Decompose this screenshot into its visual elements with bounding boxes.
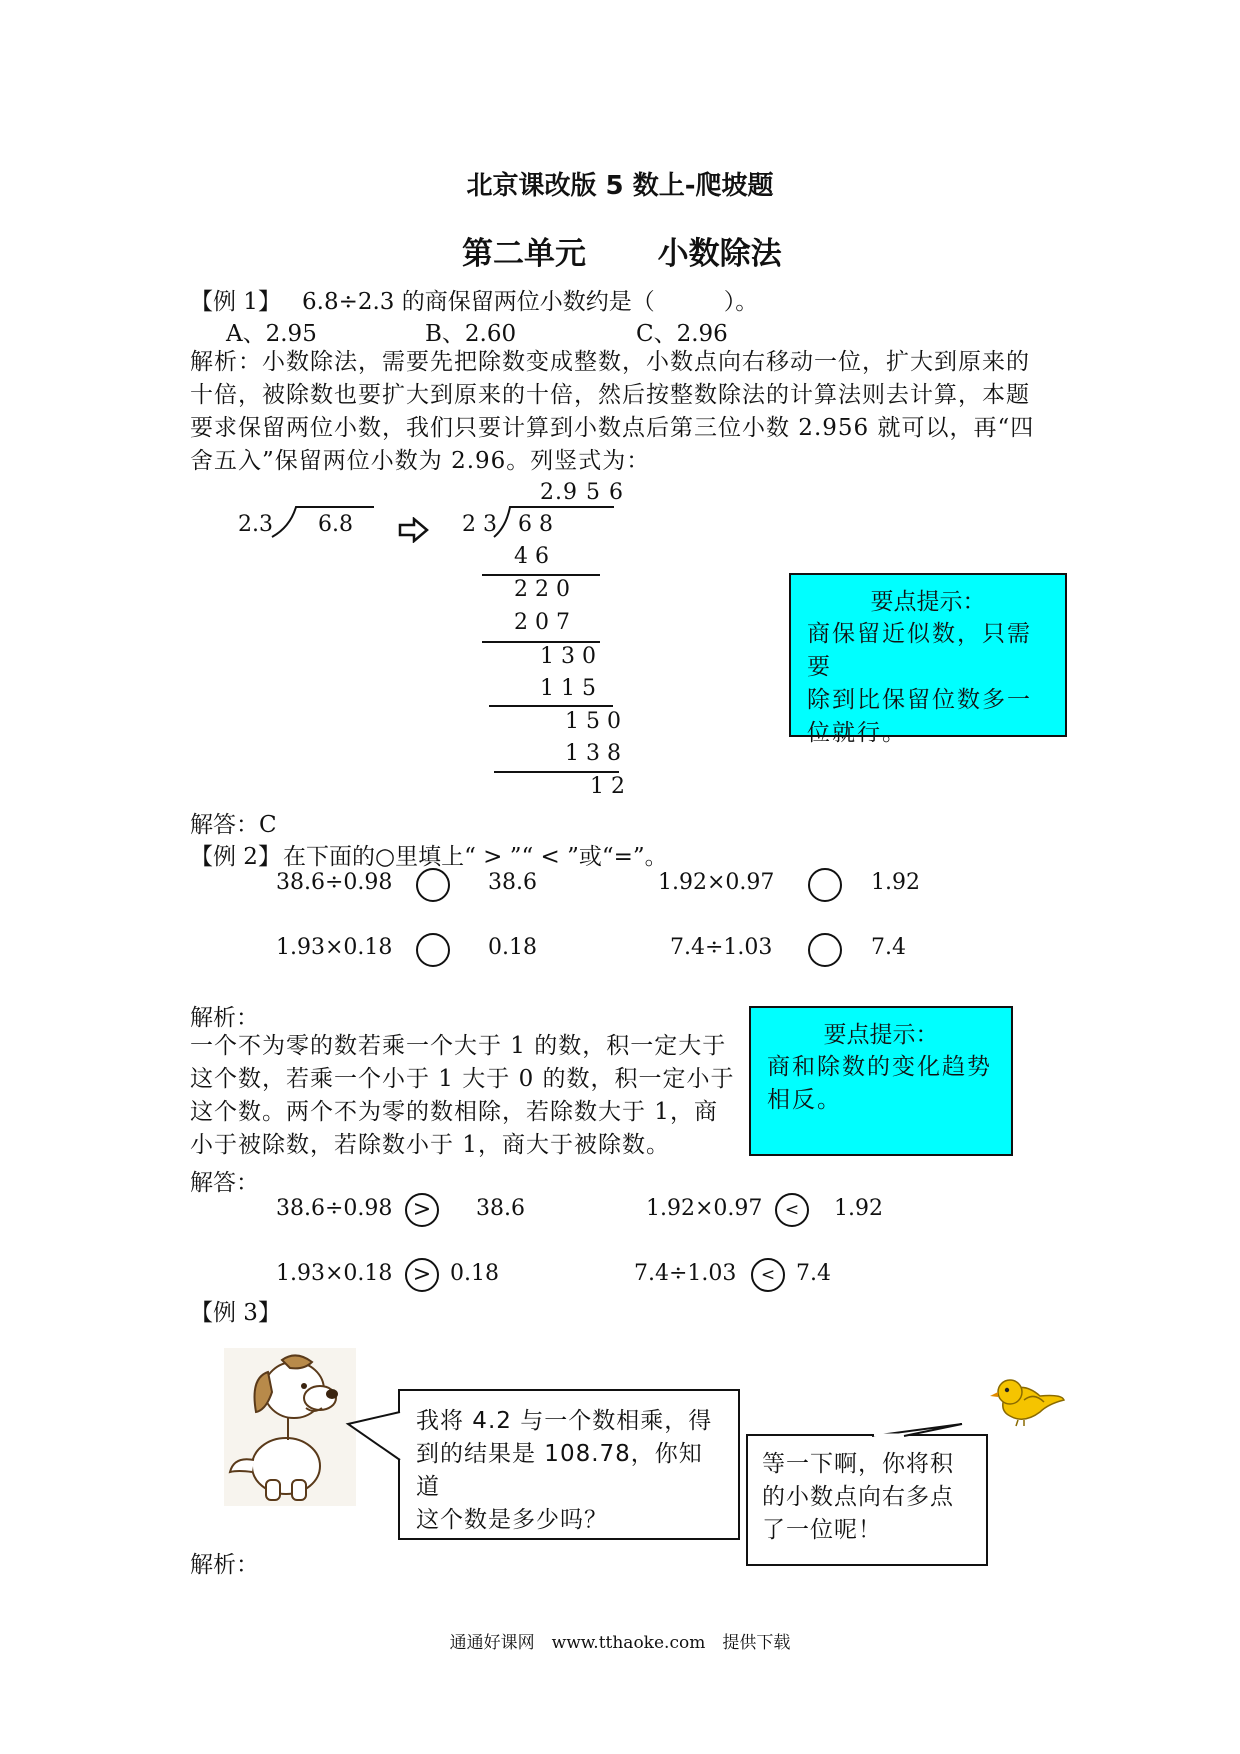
greater-than-symbol: > [412, 1197, 432, 1222]
example-3-analysis-label: 解析： [190, 1552, 259, 1578]
division-remainder: 1 2 [590, 774, 625, 799]
comparison-left-expr: 1.93×0.18 [276, 935, 393, 960]
tip-title: 要点提示： [870, 589, 986, 615]
division-step: 1 5 0 [565, 709, 621, 734]
tip-box [789, 573, 1067, 746]
example-1-question: 6.8÷2.3 的商保留两位小数约是（ ）。 [302, 289, 759, 315]
answer-left-rhs: 0.18 [450, 1261, 499, 1286]
tip-line: 商保留近似数，只需要 [807, 621, 1032, 680]
analysis-line: 这个数。两个不为零的数相除，若除数大于 1，商 [190, 1099, 718, 1125]
bird-speech-tail [870, 1422, 966, 1438]
blank-circle [416, 933, 450, 967]
division-rule [482, 574, 600, 576]
example-2-label: 【例 2】 [190, 844, 281, 870]
speech-line: 到的结果是 108.78，你知道 [416, 1441, 703, 1500]
division-step: 1 1 5 [540, 676, 596, 701]
left-dividend: 6.8 [318, 512, 353, 537]
less-than-symbol: < [784, 1199, 800, 1220]
example-2-analysis [190, 1030, 735, 1162]
greater-than-symbol: > [412, 1262, 432, 1287]
example-2-answer-label: 解答： [190, 1170, 259, 1196]
analysis-line: 十倍，被除数也要扩大到原来的十倍，然后按整数除法的计算法则去计算，本题 [190, 382, 1030, 408]
answer-left-expr: 38.6÷0.98 [276, 1196, 393, 1221]
analysis-line: 小于被除数，若除数小于 1，商大于被除数。 [190, 1132, 670, 1158]
example-3-label: 【例 3】 [190, 1300, 281, 1326]
speech-line: 我将 4.2 与一个数相乘，得 [416, 1408, 713, 1434]
example-2-analysis-label: 解析： [190, 1005, 259, 1031]
comparison-right-expr: 1.92×0.97 [658, 870, 775, 895]
answer-right-expr: 7.4÷1.03 [634, 1261, 737, 1286]
option-c: C、2.96 [636, 321, 728, 347]
unit-number: 第二单元 [462, 236, 586, 272]
dog-illustration [224, 1348, 356, 1506]
division-rule [489, 705, 613, 707]
blank-circle [808, 933, 842, 967]
tip-title: 要点提示： [823, 1022, 939, 1048]
tip-line: 除到比保留位数多一 [807, 687, 1032, 713]
comparison-right-rhs: 1.92 [871, 870, 920, 895]
right-division-bracket [492, 503, 617, 539]
option-b: B、2.60 [425, 321, 517, 347]
quotient: 2.9 5 6 [540, 480, 624, 505]
right-divisor: 2 3 [462, 512, 497, 537]
tip-box [749, 1006, 1013, 1156]
blank-circle [416, 868, 450, 902]
division-step: 1 3 0 [540, 644, 596, 669]
speech-line: 等一下啊，你将积 [762, 1451, 954, 1477]
speech-line: 这个数是多少吗？ [416, 1507, 608, 1533]
analysis-line: 解析：小数除法，需要先把除数变成整数，小数点向右移动一位，扩大到原来的 [190, 349, 1030, 375]
bird-illustration [988, 1372, 1066, 1428]
speech-line: 的小数点向右多点 [762, 1484, 954, 1510]
answer-circle-less [775, 1193, 809, 1227]
right-arrow-icon [398, 517, 430, 543]
page-footer: 通通好课网 www.tthaoke.com 提供下载 [449, 1633, 791, 1653]
analysis-line: 要求保留两位小数，我们只要计算到小数点后第三位小数 2.956 就可以，再“四 [190, 415, 1035, 441]
tip-line: 相反。 [767, 1087, 842, 1113]
answer-left-rhs: 38.6 [476, 1196, 525, 1221]
tip-line: 位就行。 [807, 720, 907, 746]
answer-right-rhs: 1.92 [834, 1196, 883, 1221]
right-dividend: 6 8 [518, 512, 553, 537]
unit-heading [462, 228, 782, 273]
division-step: 4 6 [514, 544, 549, 569]
example-1-analysis [190, 346, 1034, 478]
answer-circle-greater [405, 1258, 439, 1292]
dog-speech-tail [344, 1408, 402, 1464]
speech-line: 了一位呢！ [762, 1517, 882, 1543]
page-title: 北京课改版 5 数上-爬坡题 [466, 171, 774, 201]
comparison-left-rhs: 0.18 [488, 935, 537, 960]
answer-right-expr: 1.92×0.97 [646, 1196, 763, 1221]
answer-left-expr: 1.93×0.18 [276, 1261, 393, 1286]
division-rule [482, 641, 600, 643]
analysis-line: 这个数，若乘一个小于 1 大于 0 的数，积一定小于 [190, 1066, 735, 1092]
less-than-symbol: < [760, 1264, 776, 1285]
answer-right-rhs: 7.4 [796, 1261, 831, 1286]
division-rule [494, 771, 619, 773]
left-divisor: 2.3 [238, 512, 273, 537]
comparison-right-expr: 7.4÷1.03 [670, 935, 773, 960]
analysis-line: 一个不为零的数若乘一个大于 1 的数，积一定大于 [190, 1033, 727, 1059]
example-2-question: 在下面的○里填上“ > ”“ < ”或“=”。 [283, 844, 668, 870]
comparison-left-rhs: 38.6 [488, 870, 537, 895]
option-a: A、2.95 [226, 321, 317, 347]
dog-speech-bubble [398, 1389, 740, 1540]
answer-circle-less [751, 1258, 785, 1292]
bird-speech-bubble [746, 1434, 988, 1566]
division-step: 2 0 7 [514, 610, 570, 635]
blank-circle [808, 868, 842, 902]
example-1-answer: 解答：C [190, 812, 277, 838]
tip-line: 商和除数的变化趋势 [767, 1054, 992, 1080]
division-step: 2 2 0 [514, 577, 570, 602]
unit-topic: 小数除法 [657, 236, 782, 272]
division-step: 1 3 8 [565, 741, 621, 766]
comparison-left-expr: 38.6÷0.98 [276, 870, 393, 895]
comparison-right-rhs: 7.4 [871, 935, 906, 960]
answer-circle-greater [405, 1193, 439, 1227]
example-1-label: 【例 1】 [190, 289, 281, 315]
analysis-line: 舍五入”保留两位小数为 2.96。列竖式为： [190, 448, 651, 474]
